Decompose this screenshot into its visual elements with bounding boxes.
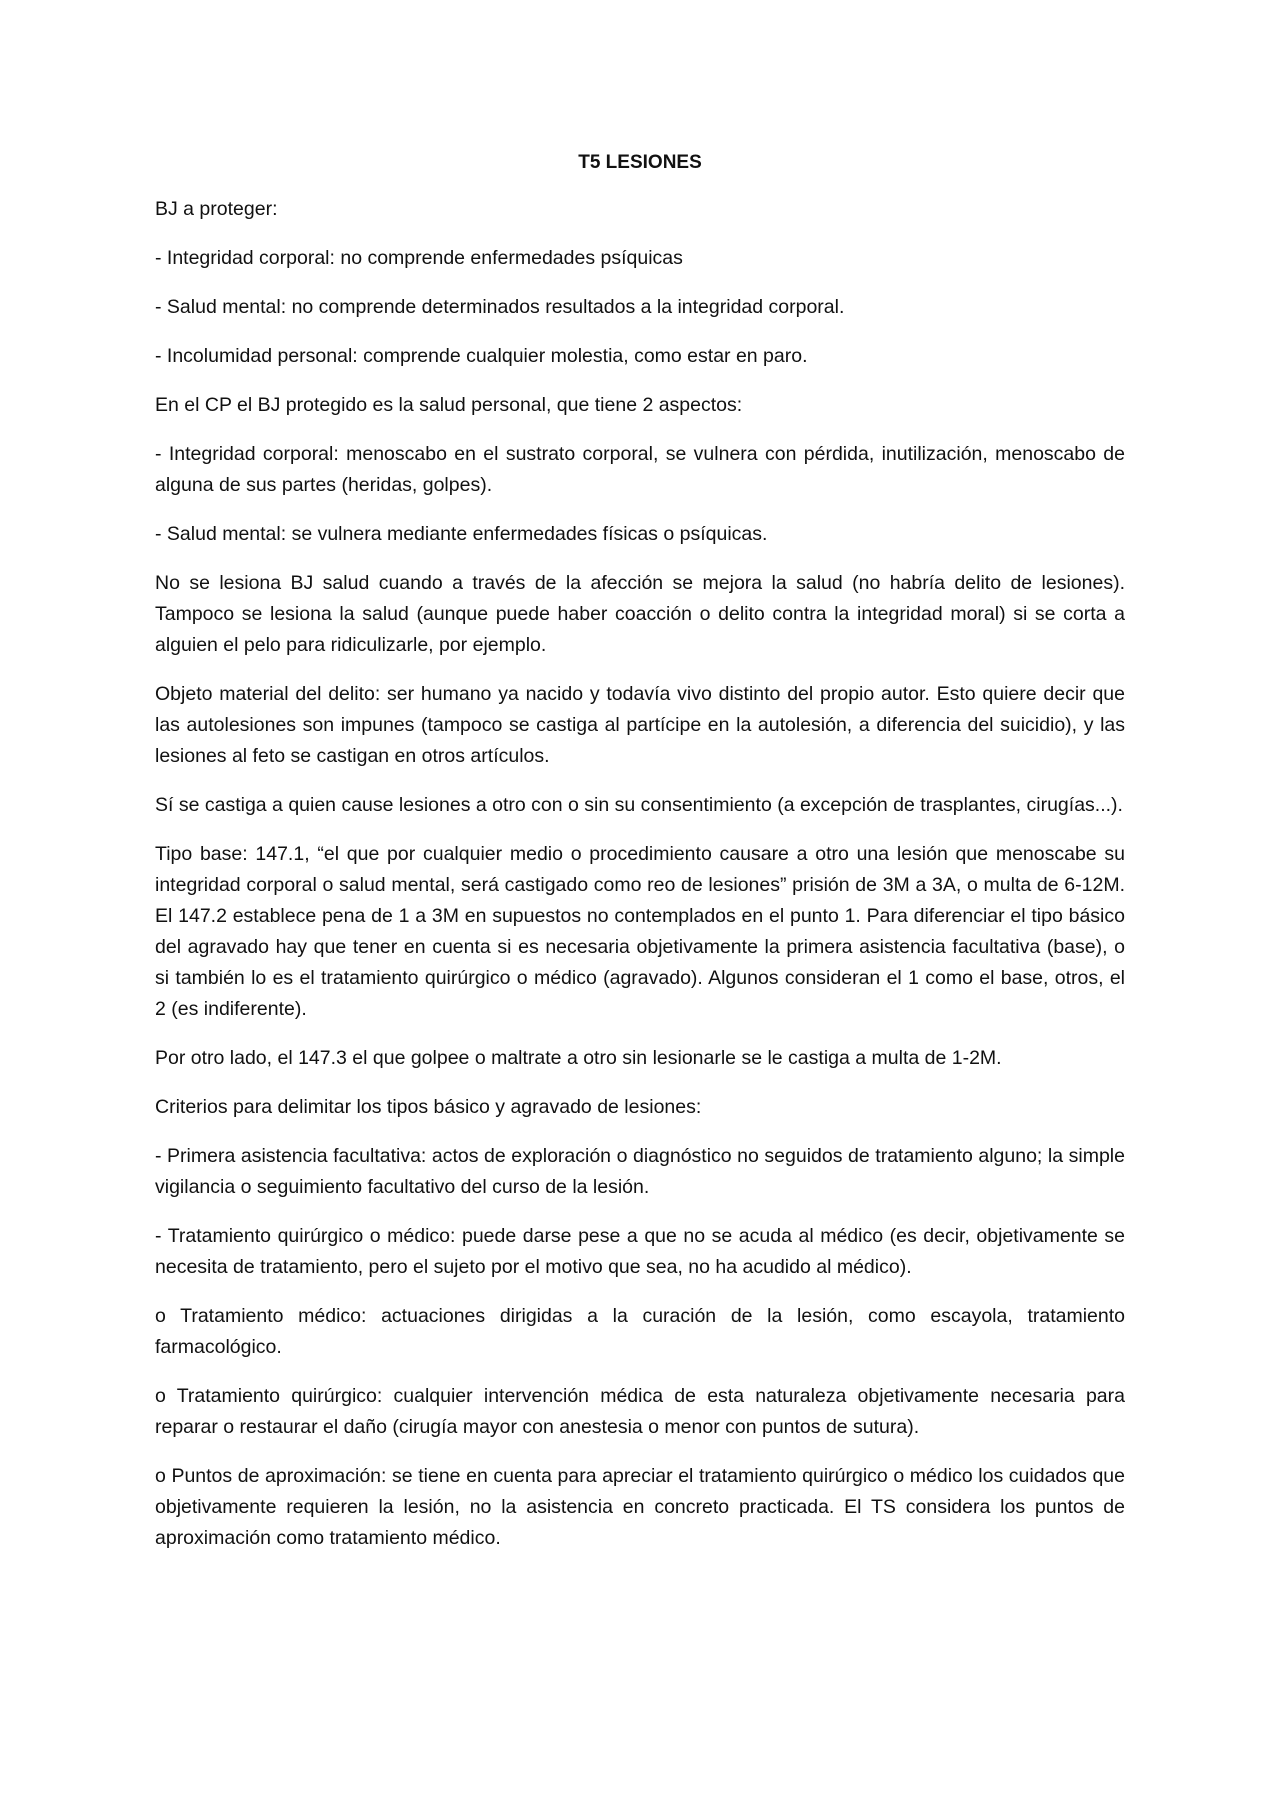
- paragraph-tratamiento-quirurgico: o Tratamiento quirúrgico: cualquier intervención médica de esta naturaleza objetivamente necesaria para reparar o restaurar el daño (cirugía mayor con anestesia o menor con puntos de sutura).: [155, 1385, 1125, 1438]
- paragraph-puntos-aproximacion: o Puntos de aproximación: se tiene en cuenta para apreciar el tratamiento quirúrgico o médico los cuidados que objetivamente requieren la lesión, no la asistencia en concreto practicada. El TS considera los puntos de aproximación como tratamiento médico.: [155, 1465, 1125, 1549]
- document-title: T5 LESIONES: [578, 152, 702, 173]
- paragraph-integridad-corporal-1: - Integridad corporal: no comprende enfermedades psíquicas: [155, 247, 683, 269]
- paragraph-criterios: Criterios para delimitar los tipos básico y agravado de lesiones:: [155, 1096, 702, 1118]
- paragraph-primera-asistencia: - Primera asistencia facultativa: actos de exploración o diagnóstico no seguidos de tratamiento alguno; la simple vigilancia o seguimiento facultativo del curso de la lesión.: [155, 1145, 1125, 1198]
- paragraph-salud-mental-1: - Salud mental: no comprende determinados resultados a la integridad corporal.: [155, 296, 845, 318]
- paragraph-bj-a-proteger: BJ a proteger:: [155, 198, 278, 220]
- paragraph-147-3: Por otro lado, el 147.3 el que golpee o maltrate a otro sin lesionarle se le castiga a multa de 1-2M.: [155, 1047, 1002, 1069]
- paragraph-tratamiento-medico: o Tratamiento médico: actuaciones dirigidas a la curación de la lesión, como escayola, tratamiento farmacológico.: [155, 1305, 1125, 1358]
- paragraph-objeto-material: Objeto material del delito: ser humano ya nacido y todavía vivo distinto del propio autor. Esto quiere decir que las autolesiones son impunes (tampoco se castiga al partícipe en la autolesión, a diferencia del suicidio), y las lesiones al feto se castigan en otros artículos.: [155, 683, 1125, 767]
- paragraph-integridad-corporal-2: - Integridad corporal: menoscabo en el sustrato corporal, se vulnera con pérdida, inutilización, menoscabo de alguna de sus partes (heridas, golpes).: [155, 443, 1125, 496]
- paragraph-salud-mental-2: - Salud mental: se vulnera mediante enfermedades físicas o psíquicas.: [155, 523, 768, 545]
- paragraph-cp-bj-protegido: En el CP el BJ protegido es la salud personal, que tiene 2 aspectos:: [155, 394, 743, 416]
- document-page: [155, 150, 1125, 1572]
- paragraph-incolumidad-personal: - Incolumidad personal: comprende cualquier molestia, como estar en paro.: [155, 345, 808, 367]
- paragraph-consentimiento: Sí se castiga a quien cause lesiones a otro con o sin su consentimiento (a excepción de trasplantes, cirugías...).: [155, 794, 1123, 816]
- paragraph-no-se-lesiona: No se lesiona BJ salud cuando a través de la afección se mejora la salud (no habría delito de lesiones). Tampoco se lesiona la salud (aunque puede haber coacción o delito contra la integridad moral) si se corta a alguien el pelo para ridiculizarle, por ejemplo.: [155, 572, 1125, 656]
- paragraph-tipo-base: Tipo base: 147.1, “el que por cualquier medio o procedimiento causare a otro una lesión que menoscabe su integridad corporal o salud mental, será castigado como reo de lesiones” prisión de 3M a 3A, o multa de 6-12M. El 147.2 establece pena de 1 a 3M en supuestos no contemplados en el punto 1. Para diferenciar el tipo básico del agravado hay que tener en cuenta si es necesaria objetivamente la primera asistencia facultativa (base), o si también lo es el tratamiento quirúrgico o médico (agravado). Algunos consideran el 1 como el base, otros, el 2 (es indiferente).: [155, 843, 1125, 1020]
- paragraph-tratamiento-quirurgico-medico: - Tratamiento quirúrgico o médico: puede darse pese a que no se acuda al médico (es decir, objetivamente se necesita de tratamiento, pero el sujeto por el motivo que sea, no ha acudido al médico).: [155, 1225, 1125, 1278]
